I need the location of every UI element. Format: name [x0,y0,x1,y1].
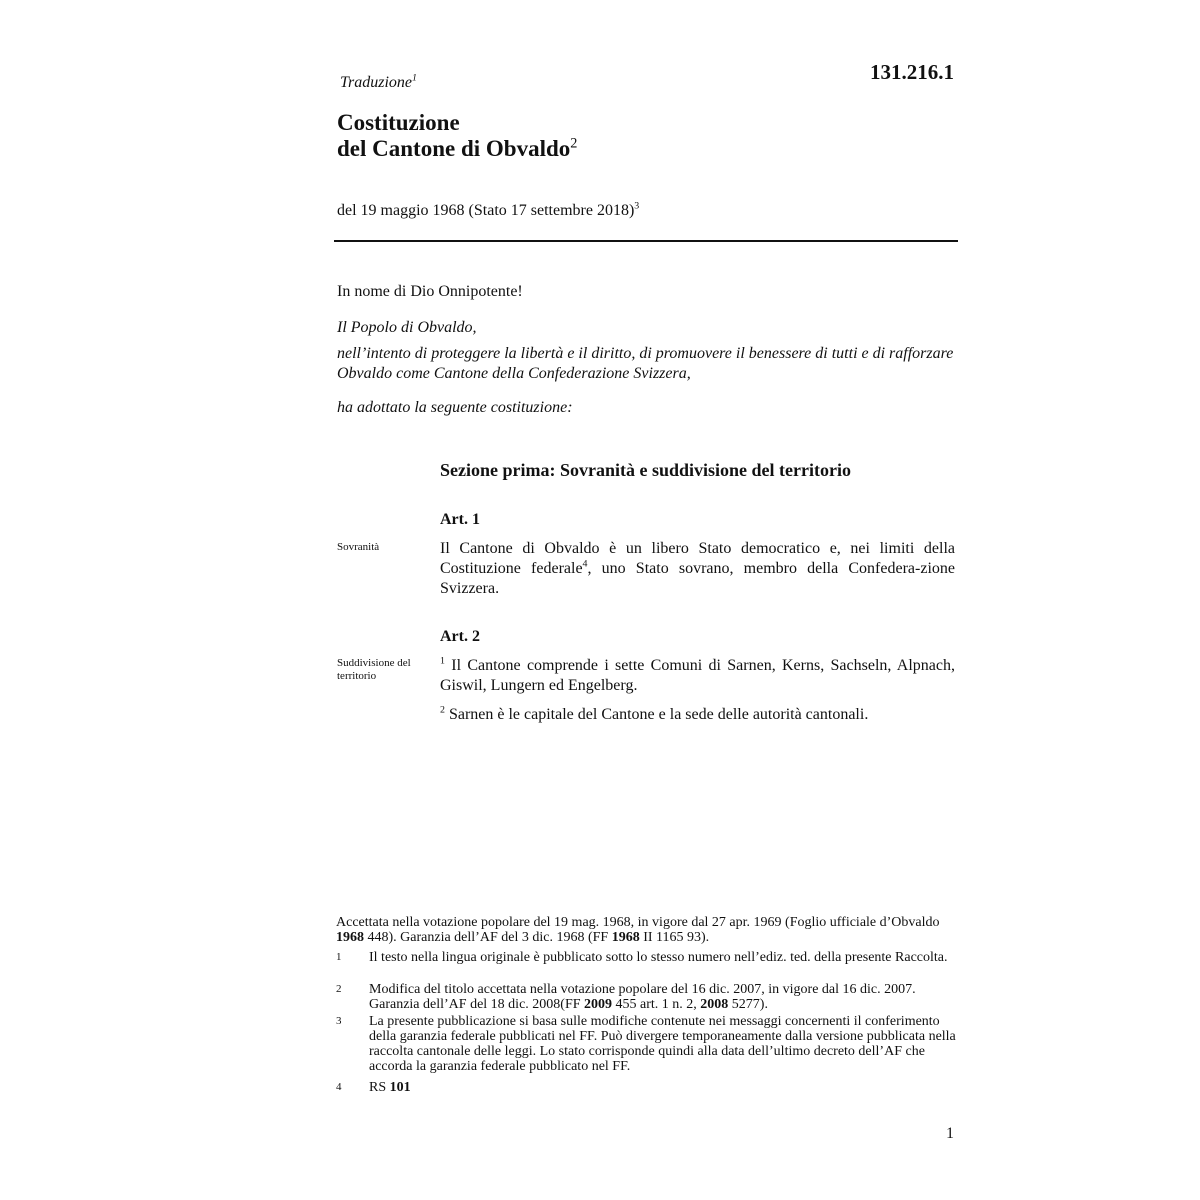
article-2-paragraph-2: $^2$ Sarnen è le capitale del Cantone e la sede delle autorità cantonali. [440,704,869,723]
footnote-4: 4 RS 101 [336,1080,411,1095]
paragraph-number: 2 [440,704,445,716]
translation-label: Traduzione$^1$ [340,72,417,91]
footnote-2: 2 Modifica del titolo accettata nella votazione popolare del 16 dic. 2007, in vigore dal 16 dic. 2007. Garanzia dell’AF del 18 dic. 2008(FF 2009 455 art. 1 n. 2, 2008 5277). [336,982,916,1012]
footnote-1: 1 Il testo nella lingua originale è pubblicato sotto lo stesso numero nell’ediz. ted. della presente Raccolta. [336,950,948,965]
article-1-heading: Art. 1 [440,511,480,528]
page-number: 1 [946,1125,954,1142]
title-line-1: Costituzione [337,110,460,135]
footnote-ref-2[interactable]: 2 [570,135,578,152]
section-heading: Sezione prima: Sovranità e suddivisione del territorio [440,460,851,480]
footnote-ref-1[interactable]: 1 [412,72,417,84]
footnote-intro: Accettata nella votazione popolare del 19 mag. 1968, in vigore dal 27 apr. 1969 (Foglio ufficiale d’Obvaldo 1968 448). Garanzia dell’AF del 3 dic. 1968 (FF 1968 II 1165 93). [336,915,940,945]
article-1-margin-note: Sovranità [337,541,380,553]
document-number: 131.216.1 [870,60,954,84]
footnote-ref-4[interactable]: 4 [582,558,588,570]
header-divider [334,240,958,242]
preamble-people: Il Popolo di Obvaldo, [337,319,477,336]
preamble-intent: nell’intento di proteggere la libertà e il diritto, di promuovere il benessere di tutti e di rafforzare Obvaldo come Cantone della Confederazione Svizzera, [337,345,954,382]
title-line-2: del Cantone di Obvaldo$^2$ [337,135,578,161]
article-1-text: Il Cantone di Obvaldo è un libero Stato democratico e, nei limiti della Costituzione federale$^4$, uno Stato sovrano, membro della Confedera-zione Svizzera. [440,540,955,597]
document-title [337,110,577,162]
preamble-adoption: ha adottato la seguente costituzione: [337,399,573,416]
footnote-3: 3 La presente pubblicazione si basa sulle modifiche contenute nei messaggi concernenti il conferimento della garanzia federale pubblicati nel FF. Può divergere temporaneamente dalla versione pubblicata nella raccolta cantonale delle leggi. Lo stato corrisponde quindi alla data dell’ultimo decreto dell’AF che accorda la garanzia federale pubblicato nel FF. [336,1014,956,1074]
footnote-ref-3[interactable]: 3 [634,200,640,212]
article-2-margin-note: Suddivisione del territorio [337,657,411,682]
article-2-heading: Art. 2 [440,628,480,645]
article-2-paragraph-1: $^1$ Il Cantone comprende i sette Comuni di Sarnen, Kerns, Sachseln, Alpnach, Giswil, Lungern ed Engelberg. [440,655,955,694]
paragraph-number: 1 [440,655,445,667]
preamble-invocation: In nome di Dio Onnipotente! [337,283,523,300]
date-line: del 19 maggio 1968 (Stato 17 settembre 2018)$^3$ [337,200,640,219]
